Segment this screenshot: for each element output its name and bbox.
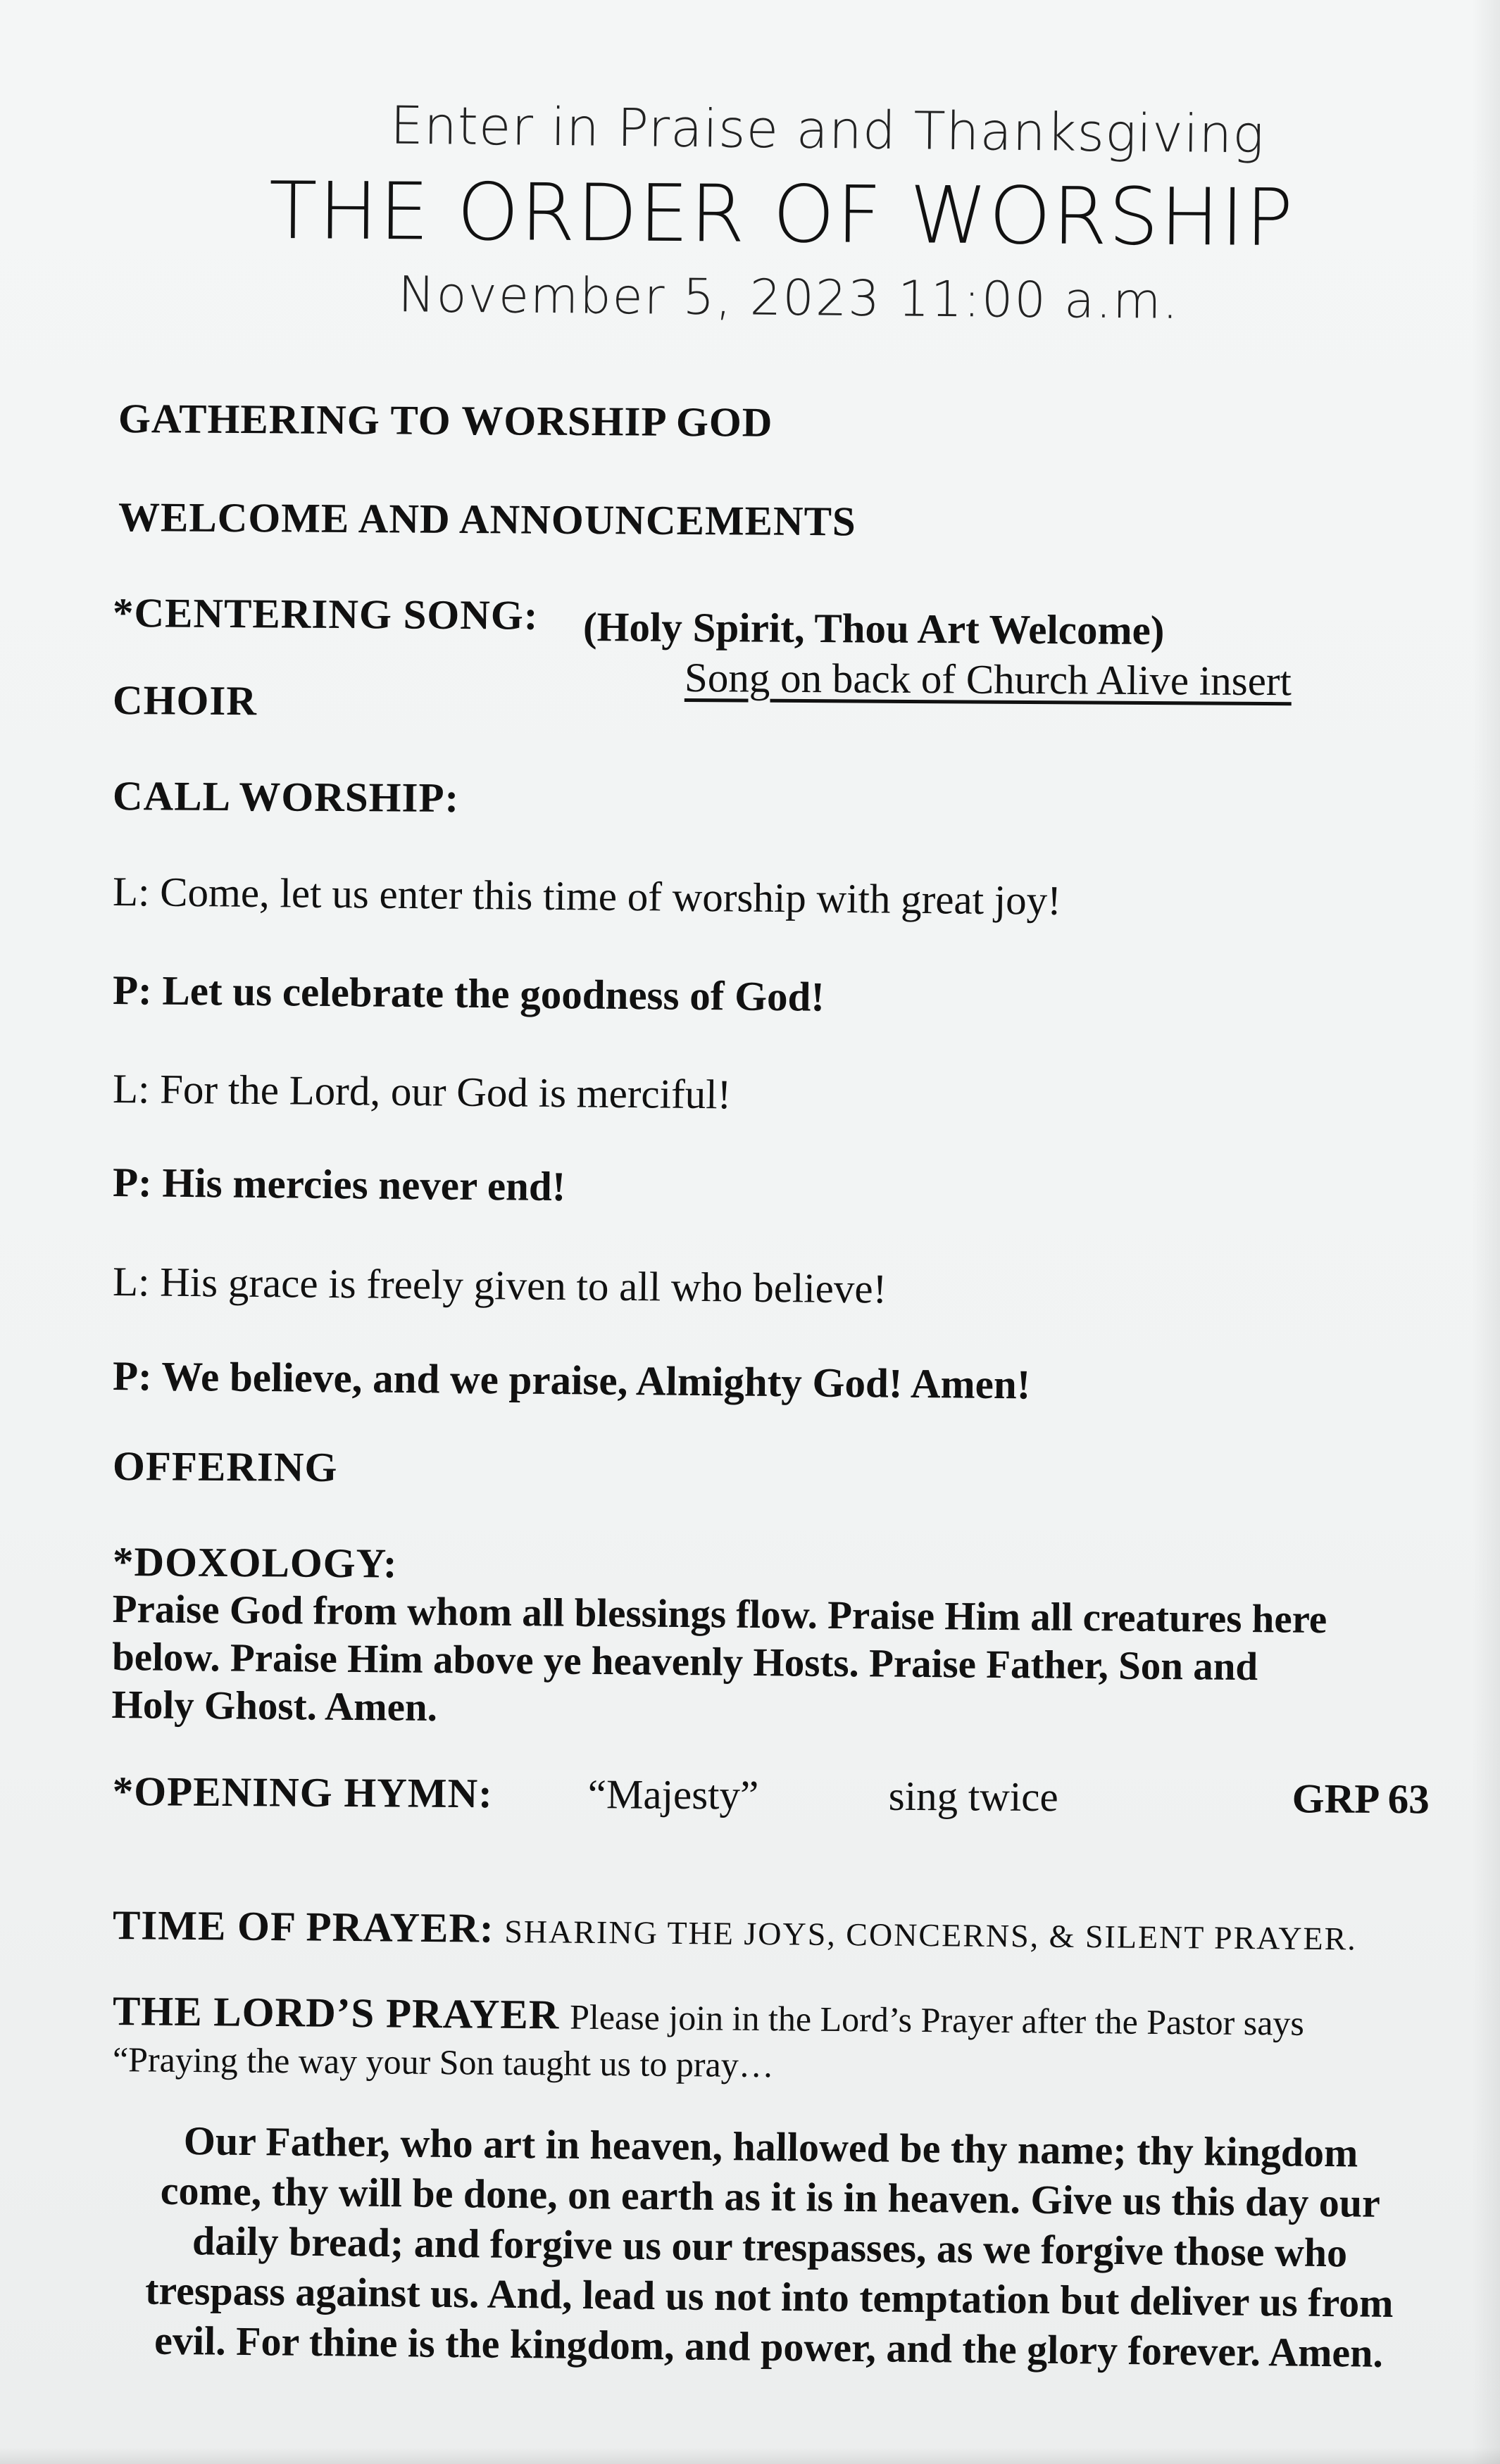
doxology-line: below. Praise Him above ye heavenly Hosts. Praise Father, Son and xyxy=(111,1634,1258,1690)
opening-hymn-label: *OPENING HYMN: xyxy=(112,1768,494,1817)
litany-line-people: P: His mercies never end! xyxy=(112,1159,566,1210)
lords-prayer-intro: Please join in the Lord’s Prayer after the Pastor says xyxy=(569,1997,1305,2043)
centering-song-label: *CENTERING SONG: xyxy=(112,589,539,639)
litany-line-leader: L: His grace is freely given to all who believe! xyxy=(112,1258,887,1312)
litany-line-people: P: Let us celebrate the goodness of God! xyxy=(112,967,825,1020)
lords-prayer-line: evil. For thine is the kingdom, and power, and the glory forever. Amen. xyxy=(154,2317,1384,2376)
lords-prayer-label: THE LORD’S PRAYER xyxy=(112,1987,560,2038)
litany-line-people: P: We believe, and we praise, Almighty God! Amen! xyxy=(112,1352,1031,1408)
opening-hymn-row xyxy=(112,1767,1437,1823)
gathering-heading: GATHERING TO WORSHIP GOD xyxy=(118,395,773,446)
centering-song-note: Song on back of Church Alive insert xyxy=(684,654,1292,705)
welcome-heading: WELCOME AND ANNOUNCEMENTS xyxy=(118,494,856,545)
page-bottom-edge xyxy=(0,2447,1500,2464)
lords-prayer-line xyxy=(113,1987,1305,2046)
doxology-line: Holy Ghost. Amen. xyxy=(111,1682,438,1730)
bulletin-tagline: Enter in Praise and Thanksgiving xyxy=(389,95,1265,165)
lords-prayer-line: Our Father, who art in heaven, hallowed be thy name; thy kingdom xyxy=(183,2118,1358,2176)
doxology-text xyxy=(111,1585,1327,1740)
service-date: November 5, 2023 11:00 a.m. xyxy=(397,265,1180,330)
choir-heading: CHOIR xyxy=(112,677,258,724)
opening-hymn-title: “Majesty” xyxy=(587,1771,759,1818)
lords-prayer-line: trespass against us. And, lead us not into temptation but deliver us from xyxy=(144,2267,1394,2327)
call-worship-heading: CALL WORSHIP: xyxy=(112,772,460,822)
opening-hymn-number: GRP 63 xyxy=(1292,1775,1430,1823)
page-edge-shadow xyxy=(1472,0,1500,2464)
time-of-prayer-line xyxy=(113,1901,1357,1960)
lords-prayer-line: daily bread; and forgive us our trespasses, as we forgive those who xyxy=(192,2218,1348,2276)
bulletin-title: THE ORDER OF WORSHIP xyxy=(268,165,1295,265)
litany-line-leader: L: Come, let us enter this time of worship with great joy! xyxy=(112,868,1062,924)
lords-prayer-intro-cont: “Praying the way your Son taught us to pray… xyxy=(112,2039,774,2085)
opening-hymn-note: sing twice xyxy=(888,1772,1058,1821)
centering-song-title: (Holy Spirit, Thou Art Welcome) xyxy=(582,603,1165,654)
lords-prayer-line: come, thy will be done, on earth as it is in heaven. Give us this day our xyxy=(160,2167,1381,2226)
doxology-line: Praise God from whom all blessings flow. Praise Him all creatures here xyxy=(112,1587,1327,1642)
offering-heading: OFFERING xyxy=(112,1442,338,1490)
lords-prayer-text xyxy=(110,2115,1430,2379)
doxology-label: *DOXOLOGY: xyxy=(112,1538,398,1587)
time-of-prayer-label: TIME OF PRAYER: xyxy=(112,1902,494,1951)
litany-line-leader: L: For the Lord, our God is merciful! xyxy=(112,1065,732,1118)
time-of-prayer-text: SHARING THE JOYS, CONCERNS, & SILENT PRAYER. xyxy=(504,1913,1358,1957)
